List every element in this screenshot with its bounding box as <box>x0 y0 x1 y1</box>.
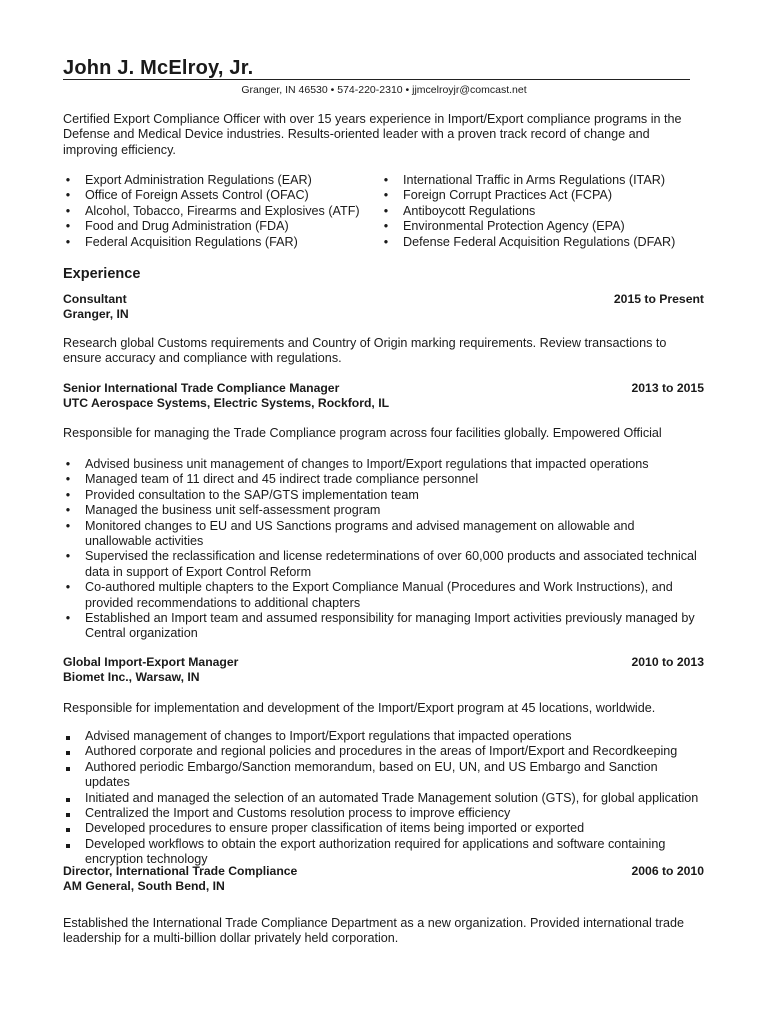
job-dates: 2010 to 2013 <box>631 655 704 669</box>
job-description: Research global Customs requirements and Country of Origin marking requirements. Review transactions to ensure accuracy and compliance with regulations. <box>63 336 667 366</box>
job-bullets <box>63 729 704 868</box>
contact-line: Granger, IN 46530 • 574-220-2310 • jjmcelroyjr@comcast.net <box>241 84 527 96</box>
bullet-item: • Established an Import team and assumed responsibility for managing Import activities previously managed by Central organization <box>65 611 695 641</box>
header-rule <box>63 79 690 80</box>
bullet-item: Centralized the Import and Customs resolution process to improve efficiency <box>63 806 704 821</box>
bullet-item: Initiated and managed the selection of an automated Trade Management solution (GTS), for global application <box>63 791 704 806</box>
skills-left-column <box>63 173 381 250</box>
job-entry <box>63 292 704 322</box>
job-description: Responsible for managing the Trade Compliance program across four facilities globally. Empowered Official <box>63 426 662 440</box>
bullet-item: • Provided consultation to the SAP/GTS implementation team <box>65 487 419 502</box>
job-bullets <box>63 457 704 642</box>
bullet-item: • Managed the business unit self-assessment program <box>65 503 381 518</box>
skill-item: • International Traffic in Arms Regulations (ITAR) <box>383 173 666 187</box>
job-entry <box>63 864 704 894</box>
skill-item: • Defense Federal Acquisition Regulations (DFAR) <box>383 234 676 249</box>
job-dates: 2015 to Present <box>613 292 704 306</box>
bullet-item: • Co-authored multiple chapters to the Export Compliance Manual (Procedures and Work Instructions), and provided recommendations to additional chapters <box>65 580 673 610</box>
bullet-item: Advised management of changes to Import/Export regulations that impacted operations <box>63 729 704 744</box>
job-title: Director, International Trade Compliance <box>63 864 298 878</box>
job-dates: 2006 to 2010 <box>631 864 704 878</box>
job-description: Responsible for implementation and development of the Import/Export program at 45 locations, worldwide. <box>63 701 656 715</box>
experience-heading: Experience <box>63 266 141 282</box>
bullet-item: Authored periodic Embargo/Sanction memorandum, based on EU, UN, and US Embargo and Sanction updates <box>63 760 704 791</box>
bullet-item: • Advised business unit management of changes to Import/Export regulations that impacted operations <box>65 457 649 471</box>
job-organization: Granger, IN <box>63 307 129 321</box>
skill-item: • Food and Drug Administration (FDA) <box>65 219 289 234</box>
job-description: Established the International Trade Compliance Department as a new organization. Provided international trade leadership for a multi-billion dollar privately held corporation. <box>63 916 684 946</box>
summary-paragraph <box>63 112 704 158</box>
skill-item: • Federal Acquisition Regulations (FAR) <box>65 234 298 249</box>
bullet-item: • Managed team of 11 direct and 45 indirect trade compliance personnel <box>65 472 479 487</box>
job-organization: Biomet Inc., Warsaw, IN <box>63 670 200 684</box>
bullet-item: Developed procedures to ensure proper classification of items being imported or exported <box>63 821 704 836</box>
job-organization: UTC Aerospace Systems, Electric Systems, Rockford, IL <box>63 396 390 410</box>
job-dates: 2013 to 2015 <box>631 381 704 395</box>
job-title: Global Import-Export Manager <box>63 655 239 669</box>
skill-item: • Antiboycott Regulations <box>383 203 536 218</box>
job-entry <box>63 381 704 411</box>
skills-right-column <box>381 173 704 250</box>
skill-item: • Foreign Corrupt Practices Act (FCPA) <box>383 188 613 203</box>
skill-item: • Export Administration Regulations (EAR) <box>65 173 312 187</box>
job-entry <box>63 655 704 685</box>
summary-text: Certified Export Compliance Officer with over 15 years experience in Import/Export compliance programs in the Defense and Medical Device industries. Results-oriented leader with a proven track record of change and improving efficiency. <box>63 112 682 157</box>
skill-item: • Office of Foreign Assets Control (OFAC) <box>65 188 309 203</box>
skills-list <box>63 173 704 250</box>
resume-name: John J. McElroy, Jr. <box>63 57 254 79</box>
bullet-item: Authored corporate and regional policies and procedures in the areas of Import/Export and Recordkeeping <box>63 744 704 759</box>
bullet-item: • Monitored changes to EU and US Sanctions programs and advised management on allowable and unallowable activities <box>65 518 635 549</box>
skill-item: • Alcohol, Tobacco, Firearms and Explosives (ATF) <box>65 203 360 218</box>
bullet-item: Developed workflows to obtain the export authorization required for applications and software containing encryption technology <box>63 837 704 868</box>
bullet-item: • Supervised the reclassification and license redeterminations of over 60,000 products and associated technical data in support of Export Control Reform <box>65 549 697 579</box>
job-organization: AM General, South Bend, IN <box>63 879 225 893</box>
job-title: Consultant <box>63 292 127 306</box>
job-title: Senior International Trade Compliance Manager <box>63 381 340 395</box>
skill-item: • Environmental Protection Agency (EPA) <box>383 219 625 234</box>
